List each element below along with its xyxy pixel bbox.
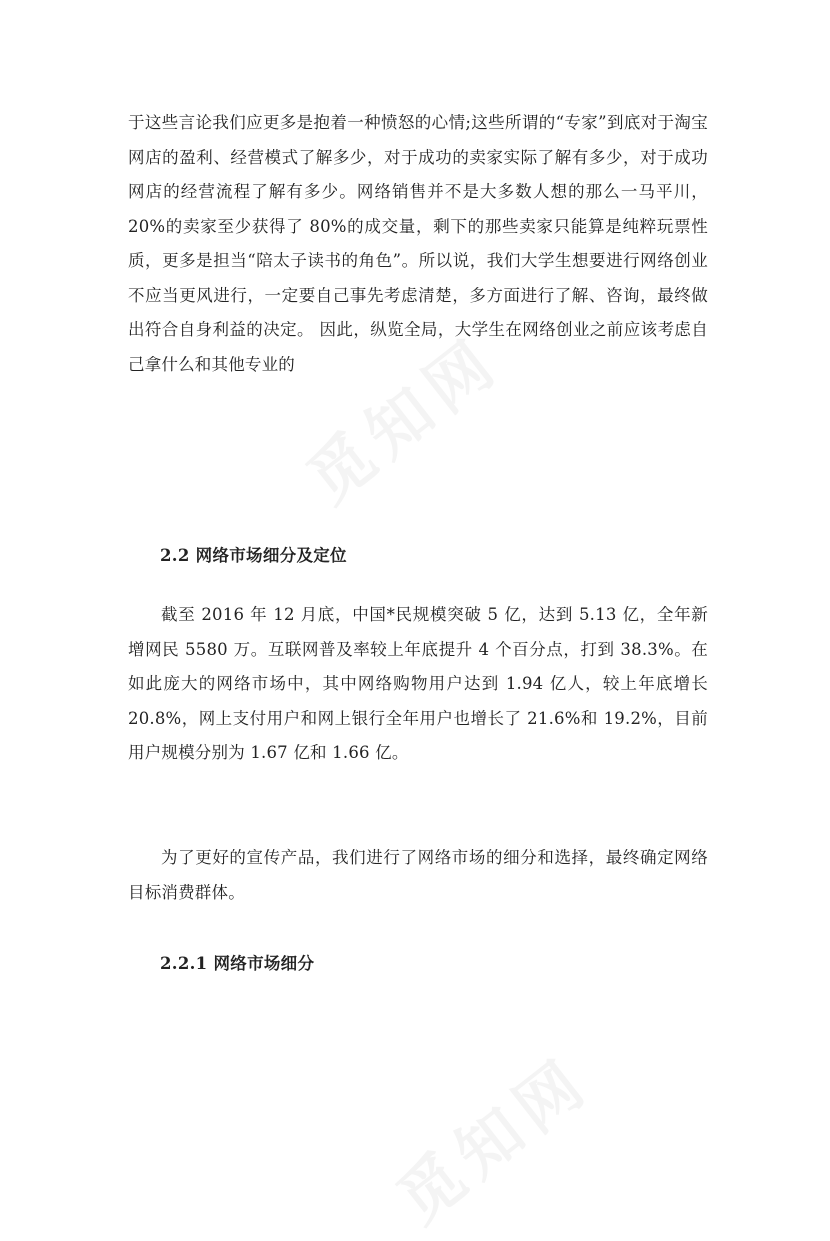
section-heading-2-2: 2.2 网络市场细分及定位 <box>160 546 347 565</box>
paragraph-2: 截至 2016 年 12 月底，中国*民规模突破 5 亿，达到 5.13 亿，全年新增网民 5580 万。互联网普及率较上年底提升 4 个百分点，打到 38.3%。在如此庞大的网络市场中，其中网络购物用户达到 1.94 亿人，较上年底增长 20.8%，网上支付用户和网上银行全年用户也增长了 21.6%和 19.2%，目前用户规模分别为 1.67 亿和 1.66 亿。 <box>128 605 708 762</box>
section-heading-2-2-1: 2.2.1 网络市场细分 <box>160 954 315 973</box>
watermark-bottom <box>375 1031 607 1240</box>
paragraph-1: 于这些言论我们应更多是抱着一种愤怒的心情;这些所谓的“专家”到底对于淘宝网店的盈利、经营模式了解多少，对于成功的卖家实际了解有多少，对于成功网店的经营流程了解有多少。网络销售并不是大多数人想的那么一马平川，20%的卖家至少获得了 80%的成交量，剩下的那些卖家只能算是纯粹玩票性质，更多是担当“陪太子读书的角色”。所以说，我们大学生想要进行网络创业不应当更风进行，一定要自己事先考虑清楚，多方面进行了解、咨询，最终做出符合自身利益的决定。 因此，纵览全局，大学生在网络创业之前应该考虑自己拿什么和其他专业的 <box>128 113 708 374</box>
paragraph-3: 为了更好的宣传产品，我们进行了网络市场的细分和选择，最终确定网络目标消费群体。 <box>128 848 708 902</box>
